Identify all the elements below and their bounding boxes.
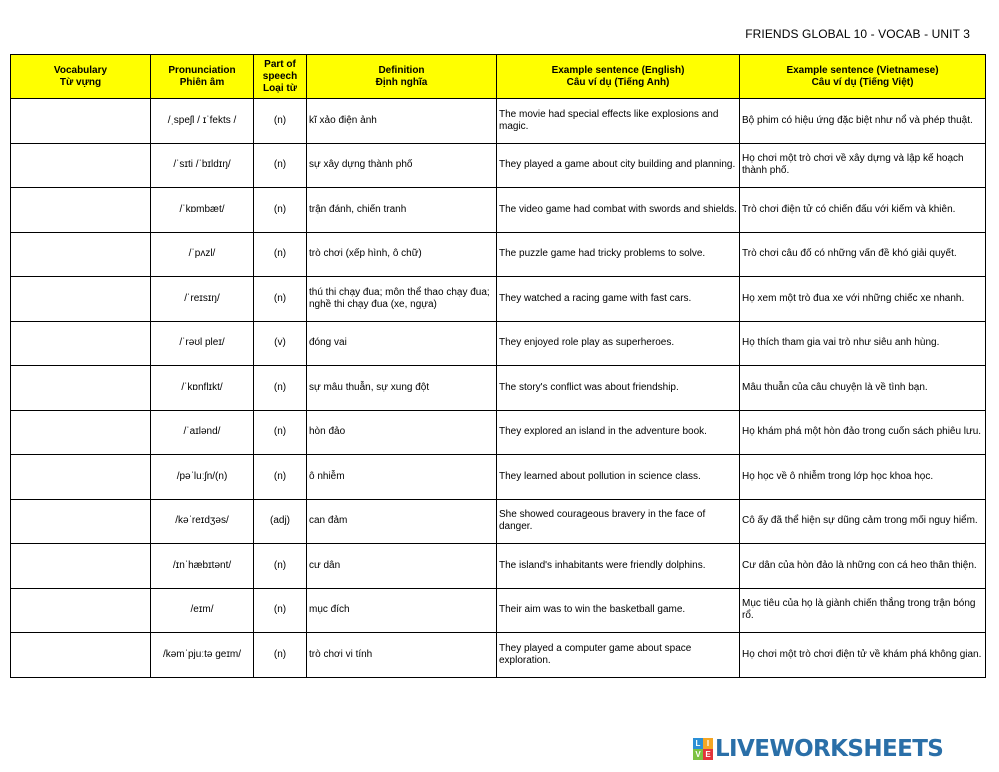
vocabulary-cell[interactable] [11, 232, 151, 277]
part-of-speech-cell: (n) [254, 277, 307, 322]
table-row [11, 143, 986, 188]
example-vietnamese-cell: Trò chơi điện tử có chiến đấu với kiếm và khiên. [740, 188, 986, 233]
vocabulary-cell[interactable] [11, 544, 151, 589]
logo-letter-tile: E [703, 749, 713, 760]
example-english-cell: The video game had combat with swords and shields. [497, 188, 740, 233]
definition-cell: thú thi chạy đua; môn thể thao chạy đua; nghề thi chạy đua (xe, ngựa) [307, 277, 497, 322]
part-of-speech-cell: (n) [254, 455, 307, 500]
definition-cell: cư dân [307, 544, 497, 589]
vocabulary-cell[interactable] [11, 499, 151, 544]
part-of-speech-cell: (n) [254, 99, 307, 144]
part-of-speech-cell: (adj) [254, 499, 307, 544]
vocabulary-cell[interactable] [11, 588, 151, 633]
header-example-vietnamese: Example sentence (Vietnamese) Câu ví dụ (Tiếng Việt) [740, 55, 986, 99]
vocabulary-cell[interactable] [11, 455, 151, 500]
example-english-cell: They enjoyed role play as superheroes. [497, 321, 740, 366]
table-row [11, 410, 986, 455]
header-row [11, 55, 986, 99]
definition-cell: trận đánh, chiến tranh [307, 188, 497, 233]
logo-letter-tile: V [693, 749, 703, 760]
vocabulary-table [10, 54, 986, 678]
pronunciation-cell: /ˈpʌzl/ [151, 232, 254, 277]
vocabulary-cell[interactable] [11, 188, 151, 233]
part-of-speech-cell: (n) [254, 143, 307, 188]
pronunciation-cell: /ˈkɒnflɪkt/ [151, 366, 254, 411]
definition-cell: ô nhiễm [307, 455, 497, 500]
example-english-cell: She showed courageous bravery in the face of danger. [497, 499, 740, 544]
table-row [11, 544, 986, 589]
header-part-of-speech: Part of speech Loại từ [254, 55, 307, 99]
example-vietnamese-cell: Cư dân của hòn đảo là những con cá heo thân thiện. [740, 544, 986, 589]
example-vietnamese-cell: Họ thích tham gia vai trò như siêu anh hùng. [740, 321, 986, 366]
pronunciation-cell: /ˌspeʃl / ɪˈfekts / [151, 99, 254, 144]
header-pronunciation: Pronunciation Phiên âm [151, 55, 254, 99]
definition-cell: sự xây dựng thành phố [307, 143, 497, 188]
pronunciation-cell: /kəˈreɪdʒəs/ [151, 499, 254, 544]
definition-cell: can đảm [307, 499, 497, 544]
header-vocabulary: Vocabulary Từ vựng [11, 55, 151, 99]
table-row [11, 588, 986, 633]
example-english-cell: They played a computer game about space exploration. [497, 633, 740, 678]
definition-cell: kĩ xảo điện ảnh [307, 99, 497, 144]
pronunciation-cell: /ˈkɒmbæt/ [151, 188, 254, 233]
pronunciation-cell: /ɪnˈhæbɪtənt/ [151, 544, 254, 589]
table-row [11, 188, 986, 233]
part-of-speech-cell: (n) [254, 633, 307, 678]
part-of-speech-cell: (n) [254, 366, 307, 411]
example-vietnamese-cell: Họ học về ô nhiễm trong lớp học khoa học. [740, 455, 986, 500]
example-english-cell: They learned about pollution in science class. [497, 455, 740, 500]
pronunciation-cell: /ˈreɪsɪŋ/ [151, 277, 254, 322]
part-of-speech-cell: (v) [254, 321, 307, 366]
part-of-speech-cell: (n) [254, 588, 307, 633]
example-vietnamese-cell: Cô ấy đã thể hiện sự dũng cảm trong mối nguy hiểm. [740, 499, 986, 544]
vocabulary-cell[interactable] [11, 633, 151, 678]
pronunciation-cell: /ˈsɪti /ˈbɪldɪŋ/ [151, 143, 254, 188]
pronunciation-cell: /pəˈluːʃn/(n) [151, 455, 254, 500]
logo-letter-tile: L [693, 738, 703, 749]
pronunciation-cell: /ˈrəʊl pleɪ/ [151, 321, 254, 366]
vocabulary-cell[interactable] [11, 277, 151, 322]
table-body [11, 99, 986, 678]
example-english-cell: The puzzle game had tricky problems to solve. [497, 232, 740, 277]
table-row [11, 455, 986, 500]
example-vietnamese-cell: Họ chơi một trò chơi về xây dựng và lập kế hoạch thành phố. [740, 143, 986, 188]
definition-cell: sự mâu thuẫn, sự xung đột [307, 366, 497, 411]
example-vietnamese-cell: Bộ phim có hiệu ứng đặc biệt như nổ và phép thuật. [740, 99, 986, 144]
part-of-speech-cell: (n) [254, 232, 307, 277]
example-vietnamese-cell: Họ khám phá một hòn đảo trong cuốn sách phiêu lưu. [740, 410, 986, 455]
table-row [11, 277, 986, 322]
table-row [11, 321, 986, 366]
header-example-english: Example sentence (English) Câu ví dụ (Tiếng Anh) [497, 55, 740, 99]
example-english-cell: The story's conflict was about friendship. [497, 366, 740, 411]
pronunciation-cell: /ˈaɪlənd/ [151, 410, 254, 455]
example-english-cell: They explored an island in the adventure book. [497, 410, 740, 455]
liveworksheets-wordmark: LIVEWORKSHEETS [715, 736, 944, 762]
example-english-cell: They played a game about city building and planning. [497, 143, 740, 188]
definition-cell: đóng vai [307, 321, 497, 366]
pronunciation-cell: /eɪm/ [151, 588, 254, 633]
definition-cell: hòn đảo [307, 410, 497, 455]
pronunciation-cell: /kəmˈpjuːtə geɪm/ [151, 633, 254, 678]
table-row [11, 499, 986, 544]
vocabulary-cell[interactable] [11, 99, 151, 144]
example-vietnamese-cell: Mâu thuẫn của câu chuyện là về tình bạn. [740, 366, 986, 411]
part-of-speech-cell: (n) [254, 410, 307, 455]
part-of-speech-cell: (n) [254, 544, 307, 589]
definition-cell: trò chơi (xếp hình, ô chữ) [307, 232, 497, 277]
table-row [11, 366, 986, 411]
table-row [11, 99, 986, 144]
example-english-cell: The movie had special effects like explosions and magic. [497, 99, 740, 144]
header-definition: Definition Định nghĩa [307, 55, 497, 99]
document-title: FRIENDS GLOBAL 10 - VOCAB - UNIT 3 [745, 27, 970, 41]
definition-cell: trò chơi vi tính [307, 633, 497, 678]
example-vietnamese-cell: Họ xem một trò đua xe với những chiếc xe nhanh. [740, 277, 986, 322]
table-header [11, 55, 986, 99]
example-english-cell: They watched a racing game with fast cars. [497, 277, 740, 322]
logo-letter-tile: I [703, 738, 713, 749]
example-vietnamese-cell: Mục tiêu của họ là giành chiến thắng trong trận bóng rổ. [740, 588, 986, 633]
example-vietnamese-cell: Trò chơi câu đố có những vấn đề khó giải quyết. [740, 232, 986, 277]
vocabulary-cell[interactable] [11, 366, 151, 411]
example-english-cell: Their aim was to win the basketball game. [497, 588, 740, 633]
vocabulary-cell[interactable] [11, 410, 151, 455]
example-vietnamese-cell: Họ chơi một trò chơi điện tử về khám phá không gian. [740, 633, 986, 678]
vocabulary-cell[interactable] [11, 143, 151, 188]
example-english-cell: The island's inhabitants were friendly dolphins. [497, 544, 740, 589]
part-of-speech-cell: (n) [254, 188, 307, 233]
table-row [11, 633, 986, 678]
liveworksheets-icon [693, 738, 713, 760]
vocabulary-cell[interactable] [11, 321, 151, 366]
definition-cell: mục đích [307, 588, 497, 633]
liveworksheets-logo [693, 736, 943, 762]
table-row [11, 232, 986, 277]
